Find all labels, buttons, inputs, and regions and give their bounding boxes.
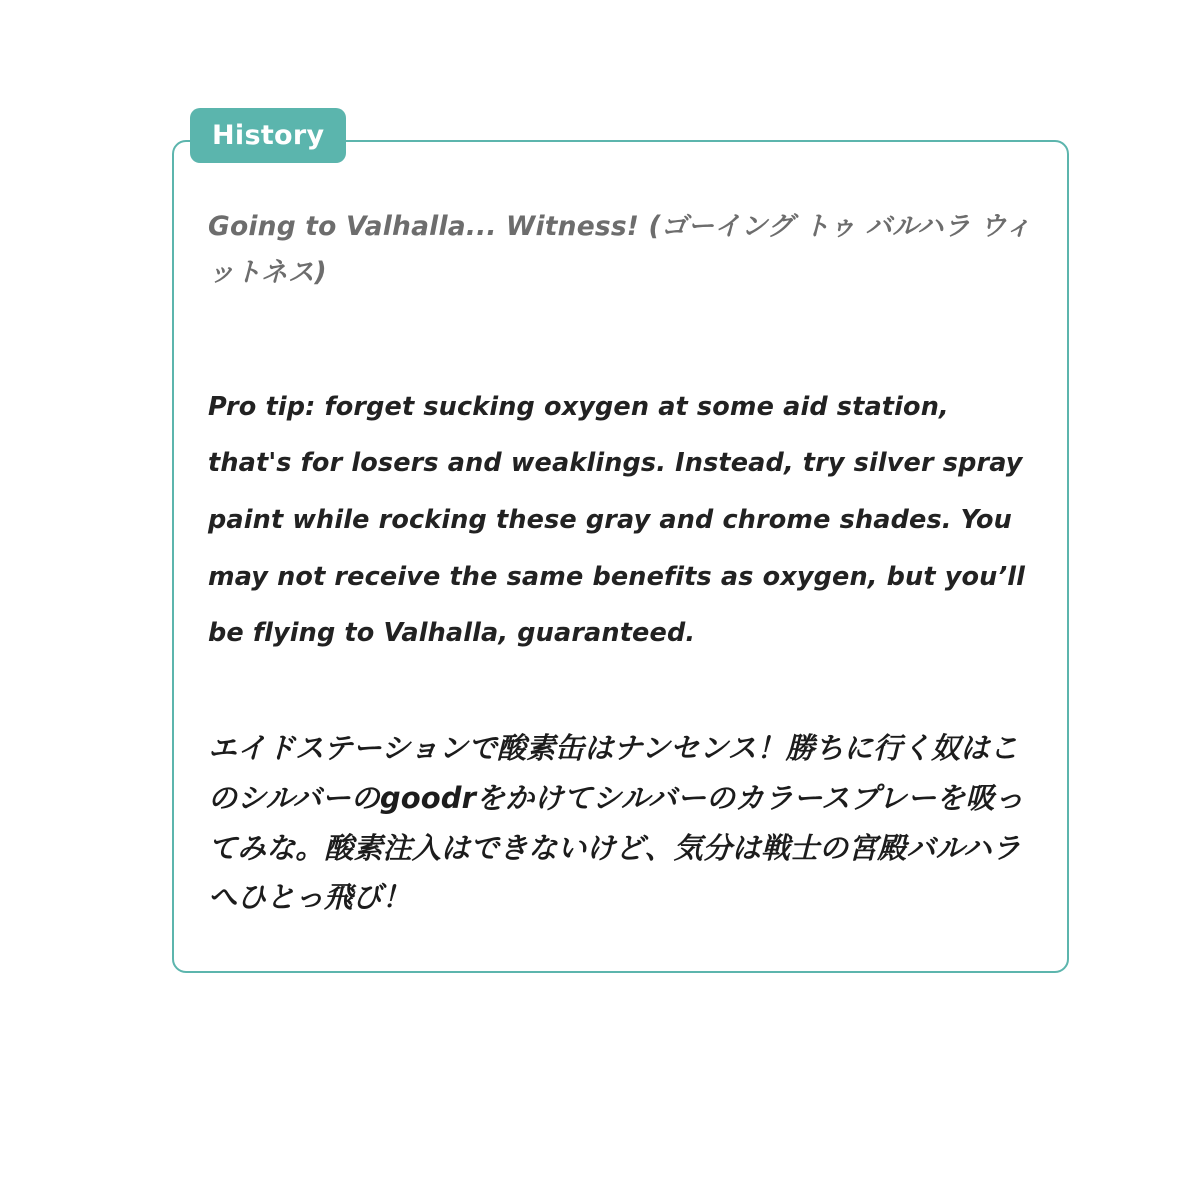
- history-card-body: [208, 204, 1037, 923]
- product-title: Going to Valhalla... Witness! (ゴーイング トゥ バルハラ ウィットネス): [208, 211, 1032, 289]
- history-card: [172, 140, 1069, 973]
- spacer-title-body: [208, 297, 1037, 379]
- spacer-body-japanese: [208, 662, 1037, 724]
- description-english: Pro tip: forget sucking oxygen at some aid station, that's for losers and weaklings. Instead, try silver spray paint while rocking these gray and chrome shades. You may not receive the same benefits as oxygen, but you’ll be flying to Valhalla, guaranteed.: [208, 391, 1026, 649]
- description-japanese: エイドステーションで酸素缶はナンセンス！勝ちに行く奴はこのシルバーのgoodrをかけてシルバーのカラースプレーを吸ってみな。酸素注入はできないけど、気分は戦士の宮殿バルハラへひとっ飛び！: [208, 730, 1024, 915]
- history-tab-label[interactable]: History: [190, 108, 346, 163]
